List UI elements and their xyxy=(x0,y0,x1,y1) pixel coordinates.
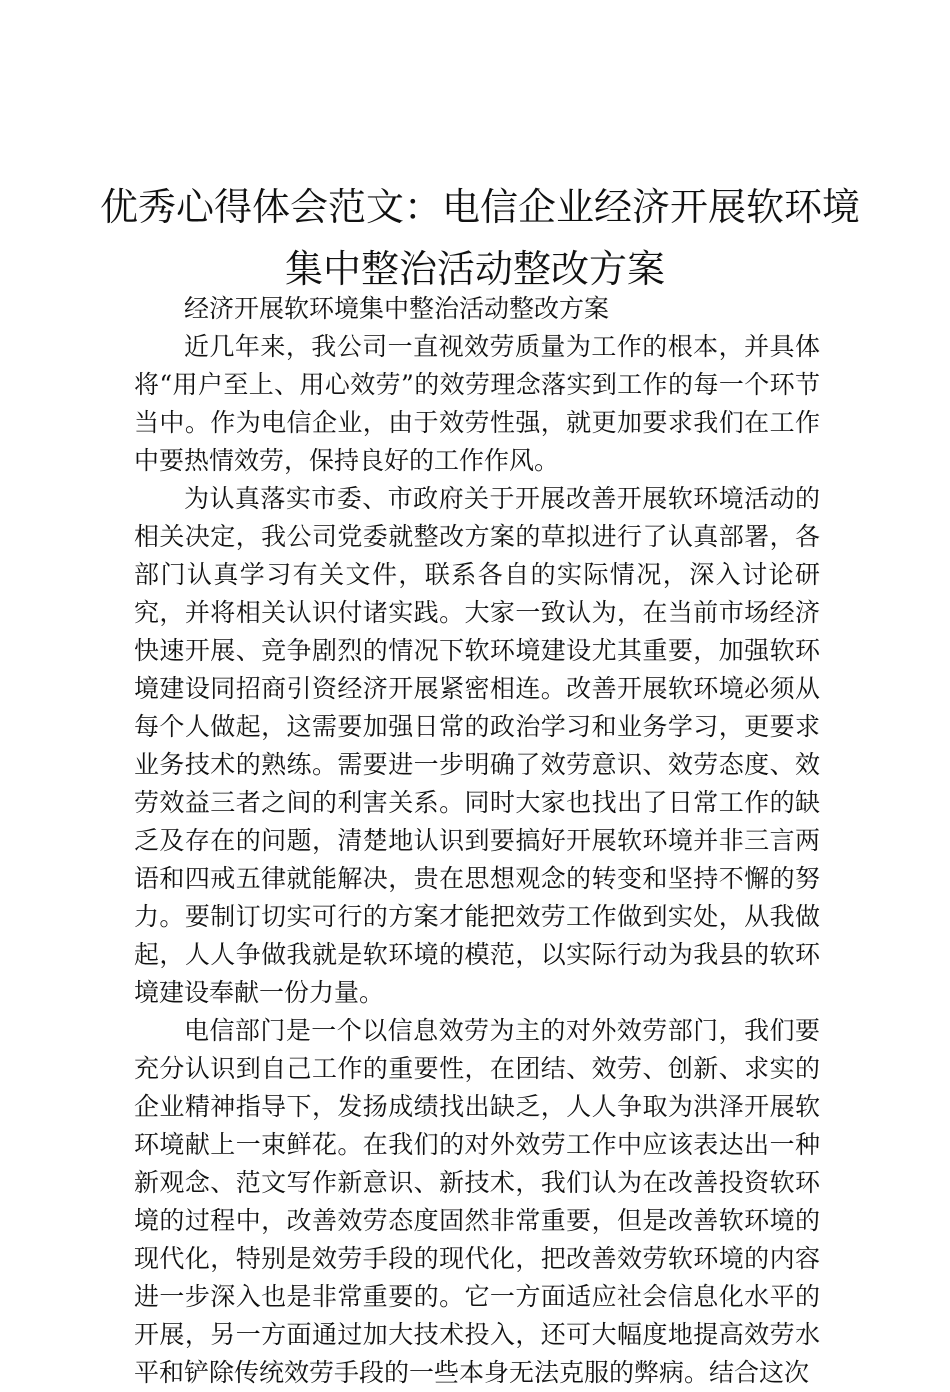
paragraph: 为认真落实市委、市政府关于开展改善开展软环境活动的相关决定，我公司党委就整改方案的草拟进行了认真部署，各部门认真学习有关文件，联系各自的实际情况，深入讨论研究，并将相关认识付诸实践。大家一致认为，在当前市场经济快速开展、竞争剧烈的情况下软环境建设尤其重要，加强软环境建设同招商引资经济开展紧密相连。改善开展软环境必须从每个人做起，这需要加强日常的政治学习和业务学习，更要求业务技术的熟练。需要进一步明确了效劳意识、效劳态度、效劳效益三者之间的利害关系。同时大家也找出了日常工作的缺乏及存在的问题，清楚地认识到要搞好开展软环境并非三言两语和四戒五律就能解决，贵在思想观念的转变和坚持不懈的努力。要制订切实可行的方案才能把效劳工作做到实处，从我做起，人人争做我就是软环境的模范，以实际行动为我县的软环境建设奉献一份力量。 xyxy=(134,484,820,1007)
document-title-line-1: 优秀心得体会范文：电信企业经济开展软环境 xyxy=(100,185,861,229)
document-subtitle: 经济开展软环境集中整治活动整改方案 xyxy=(184,294,610,323)
paragraph: 近几年来，我公司一直视效劳质量为工作的根本，并具体将“用户至上、用心效劳”的效劳理念落实到工作的每一个环节当中。作为电信企业，由于效劳性强，就更加要求我们在工作中要热情效劳，保持良好的工作作风。 xyxy=(134,332,820,475)
document-title-line-2: 集中整治活动整改方案 xyxy=(284,247,665,291)
paragraph: 电信部门是一个以信息效劳为主的对外效劳部门，我们要充分认识到自己工作的重要性，在团结、效劳、创新、求实的企业精神指导下，发扬成绩找出缺乏，人人争取为洪泽开展软环境献上一束鲜花。在我们的对外效劳工作中应该表达出一种新观念、范文写作新意识、新技术，我们认为在改善投资软环境的过程中，改善效劳态度固然非常重要，但是改善软环境的现代化，特别是效劳手段的现代化，把改善效劳软环境的内容进一步深入也是非常重要的。它一方面适应社会信息化水平的开展，另一方面通过加大技术投入，还可大幅度地提高效劳水平和铲除传统效劳手段的一些本身无法克服的弊病。结合这次 xyxy=(134,1016,820,1387)
document-body xyxy=(134,290,820,1392)
